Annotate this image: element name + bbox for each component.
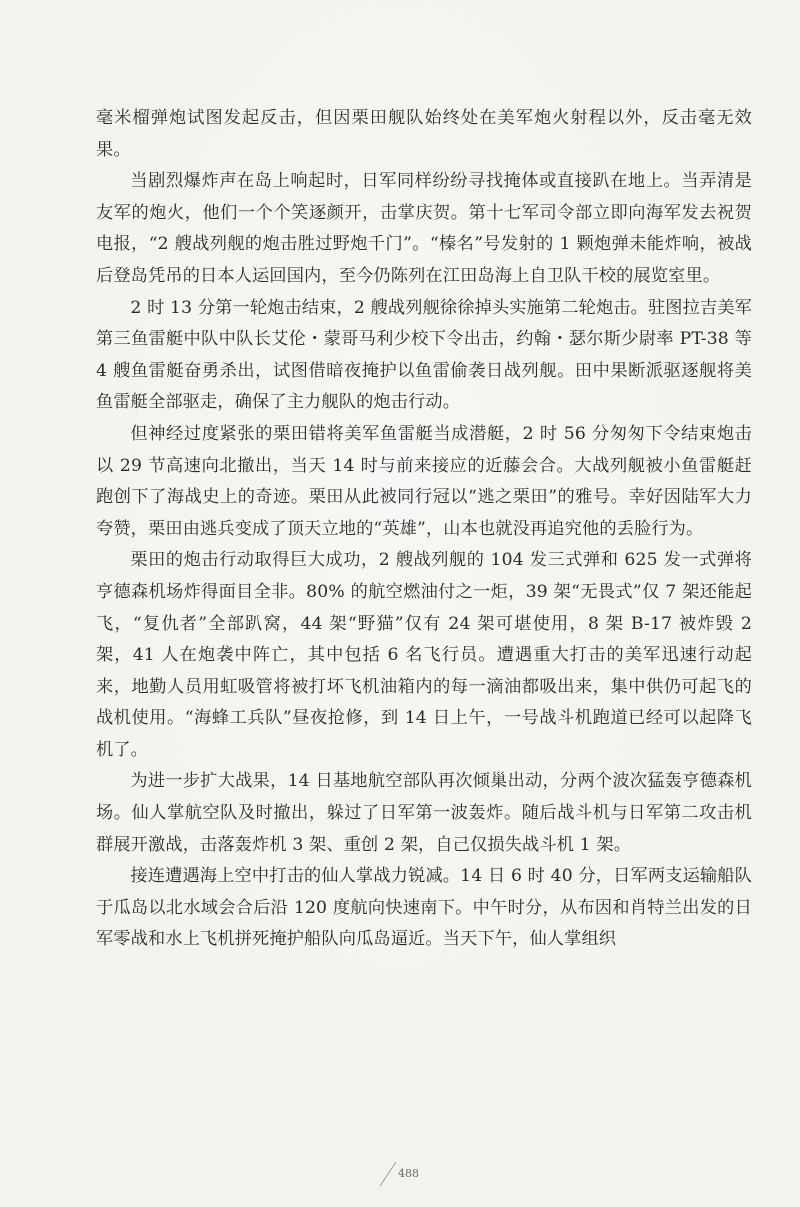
paragraph-5: 栗田的炮击行动取得巨大成功，2 艘战列舰的 104 发三式弹和 625 发一式弹将亨德森机场炸得面目全非。80% 的航空燃油付之一炬，39 架“无畏式”仅 7 架还能起飞，“复仇者”全部趴窝，44 架“野猫”仅有 24 架可堪使用，8 架 B-17 被炸毁 2 架，41 人在炮袭中阵亡，其中包括 6 名飞行员。遭遇重大打击的美军迅速行动起来，地勤人员用虹吸管将被打坏飞机油箱内的每一滴油都吸出来，集中供仍可起飞的战机使用。“海蜂工兵队”昼夜抢修，到 14 日上午，一号战斗机跑道已经可以起降飞机了。: [96, 550, 752, 760]
paragraph-2: 当剧烈爆炸声在岛上响起时，日军同样纷纷寻找掩体或直接趴在地上。当弄清是友军的炮火，他们一个个笑逐颜开，击掌庆贺。第十七军司令部立即向海军发去祝贺电报，“2 艘战列舰的炮击胜过野炮千门”。“榛名”号发射的 1 颗炮弹未能炸响，被战后登岛凭吊的日本人运回国内，至今仍陈列在江田岛海上自卫队干校的展览室里。: [96, 171, 752, 286]
paragraph-7: 接连遭遇海上空中打击的仙人掌战力锐减。14 日 6 时 40 分，日军两支运输船队于瓜岛以北水域会合后沿 120 度航向快速南下。中午时分，从布因和肖特兰出发的日军零战和水上飞机拼死掩护船队向瓜岛逼近。当天下午，仙人掌组织: [96, 866, 752, 950]
page-footer: [376, 1160, 436, 1190]
page-number: 488: [398, 1167, 419, 1180]
folio-slash-icon: [376, 1160, 400, 1188]
paragraph-6: 为进一步扩大战果，14 日基地航空部队再次倾巢出动，分两个波次猛轰亨德森机场。仙人掌航空队及时撤出，躲过了日军第一波轰炸。随后战斗机与日军第二攻击机群展开激战，击落轰炸机 3 架、重创 2 架，自己仅损失战斗机 1 架。: [96, 771, 752, 855]
paragraph-3: 2 时 13 分第一轮炮击结束，2 艘战列舰徐徐掉头实施第二轮炮击。驻图拉吉美军第三鱼雷艇中队中队长艾伦・蒙哥马利少校下令出击，约翰・瑟尔斯少尉率 PT-38 等 4 艘鱼雷艇奋勇杀出，试图借暗夜掩护以鱼雷偷袭日战列舰。田中果断派驱逐舰将美鱼雷艇全部驱走，确保了主力舰队的炮击行动。: [96, 297, 752, 413]
paragraph-4: 但神经过度紧张的栗田错将美军鱼雷艇当成潜艇，2 时 56 分匆匆下令结束炮击以 29 节高速向北撤出，当天 14 时与前来接应的近藤会合。大战列舰被小鱼雷艇赶跑创下了海战史上的奇迹。栗田从此被同行冠以“逃之栗田”的雅号。幸好因陆军大力夸赞，栗田由逃兵变成了顶天立地的“英雄”，山本也就没再追究他的丢脸行为。: [96, 423, 752, 539]
paragraph-1: 毫米榴弹炮试图发起反击，但因栗田舰队始终处在美军炮火射程以外，反击毫无效果。: [96, 108, 752, 160]
body-text: [96, 103, 752, 956]
